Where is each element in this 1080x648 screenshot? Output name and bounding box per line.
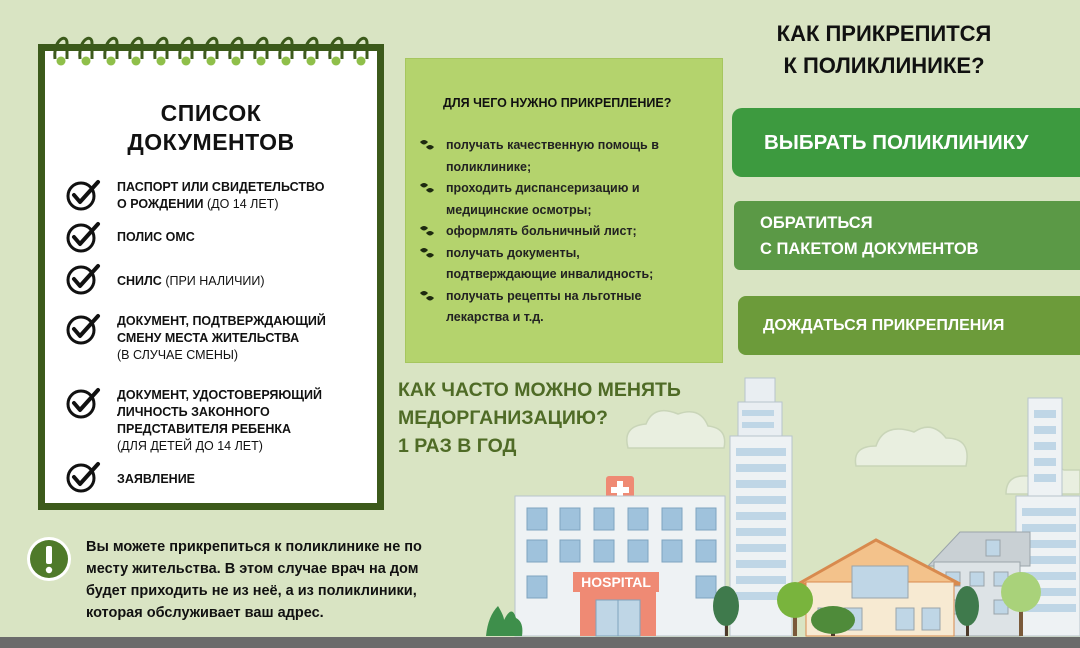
- leaf-bullet-icon: [418, 289, 436, 303]
- spiral-hole: [82, 57, 91, 66]
- ground-strip: [0, 637, 1080, 648]
- leaf-bullet-icon: [418, 181, 436, 195]
- spiral-ring: [55, 38, 67, 59]
- leaf-bullet-icon: [418, 138, 436, 152]
- spiral-hole: [107, 57, 116, 66]
- list-item-text: получать документы, подтверждающие инвалидность;: [446, 245, 654, 281]
- spiral-hole: [182, 57, 191, 66]
- checkmark-circle-icon: [65, 263, 101, 295]
- spiral-ring: [255, 38, 267, 59]
- spiral-hole: [157, 57, 166, 66]
- document-note: (ПРИ НАЛИЧИИ): [161, 274, 265, 288]
- step-submit-documents: ОБРАТИТЬСЯ С ПАКЕТОМ ДОКУМЕНТОВ: [734, 201, 1080, 270]
- spiral-ring: [105, 38, 117, 59]
- list-item-text: оформлять больничный лист;: [446, 224, 637, 238]
- checkmark-circle-icon: [65, 221, 101, 253]
- spiral-hole: [357, 57, 366, 66]
- document-item: [65, 461, 375, 493]
- spiral-ring: [130, 38, 142, 59]
- spiral-ring: [280, 38, 292, 59]
- document-item: [65, 263, 375, 295]
- list-item: [416, 135, 716, 178]
- change-frequency-text: КАК ЧАСТО МОЖНО МЕНЯТЬ МЕДОРГАНИЗАЦИЮ? 1 РАЗ В ГОД: [398, 379, 681, 457]
- document-item: [65, 387, 375, 455]
- checkmark-circle-icon: [65, 461, 101, 493]
- hospital-building: [515, 476, 725, 636]
- list-item: [416, 286, 716, 329]
- spiral-ring: [180, 38, 192, 59]
- cloud-icon: [855, 427, 967, 466]
- why-attach-list: [416, 135, 716, 329]
- why-attach-title: ДЛЯ ЧЕГО НУЖНО ПРИКРЕПЛЕНИЕ?: [443, 96, 672, 110]
- list-item: [416, 243, 716, 286]
- spiral-hole: [232, 57, 241, 66]
- step-choose-clinic: ВЫБРАТЬ ПОЛИКЛИНИКУ: [732, 108, 1080, 177]
- document-list-title: СПИСОК ДОКУМЕНТОВ: [127, 100, 295, 155]
- document-list-notebook: [38, 44, 384, 510]
- document-item: [65, 221, 375, 253]
- checkmark-circle-icon: [65, 313, 101, 345]
- spiral-ring: [305, 38, 317, 59]
- spiral-hole: [257, 57, 266, 66]
- checkmark-circle-icon: [65, 387, 101, 419]
- document-name: ДОКУМЕНТ, ПОДТВЕРЖДАЮЩИЙ СМЕНУ МЕСТА ЖИТЕЛЬСТВА: [117, 314, 326, 345]
- spiral-ring: [330, 38, 342, 59]
- spiral-ring: [230, 38, 242, 59]
- list-item-text: получать качественную помощь в поликлинике;: [446, 138, 659, 174]
- document-note: (ДЛЯ ДЕТЕЙ ДО 14 ЛЕТ): [117, 439, 263, 453]
- document-item: [65, 313, 375, 364]
- document-name: ЗАЯВЛЕНИЕ: [117, 472, 196, 486]
- document-name: ПАСПОРТ ИЛИ СВИДЕТЕЛЬСТВО О РОЖДЕНИИ: [117, 180, 325, 211]
- leaf-bullet-icon: [418, 224, 436, 238]
- checkmark-circle-icon: [65, 179, 101, 211]
- document-note: (В СЛУЧАЕ СМЕНЫ): [117, 348, 239, 362]
- list-item: [416, 221, 716, 243]
- spiral-hole: [307, 57, 316, 66]
- hospital-sign: HOSPITAL: [581, 574, 651, 590]
- why-attach-card: [405, 58, 723, 363]
- list-item: [416, 178, 716, 221]
- spiral-ring: [355, 38, 367, 59]
- spiral-ring: [80, 38, 92, 59]
- document-name: ДОКУМЕНТ, УДОСТОВЕРЯЮЩИЙ ЛИЧНОСТЬ ЗАКОННОГО ПРЕДСТАВИТЕЛЯ РЕБЕНКА: [117, 388, 322, 436]
- exclamation-icon: [26, 536, 72, 582]
- document-name: ПОЛИС ОМС: [117, 230, 195, 244]
- spiral-ring: [155, 38, 167, 59]
- spiral-hole: [207, 57, 216, 66]
- list-item-text: проходить диспансеризацию и медицинские осмотры;: [446, 181, 640, 217]
- spiral-hole: [282, 57, 291, 66]
- leaf-bullet-icon: [418, 246, 436, 260]
- spiral-binding: [49, 29, 375, 69]
- list-item-text: получать рецепты на льготные лекарства и т.д.: [446, 288, 642, 324]
- spiral-ring: [205, 38, 217, 59]
- spiral-hole: [57, 57, 66, 66]
- document-item: [65, 179, 375, 213]
- spiral-hole: [132, 57, 141, 66]
- spiral-hole: [332, 57, 341, 66]
- step-wait-attachment: ДОЖДАТЬСЯ ПРИКРЕПЛЕНИЯ: [738, 296, 1080, 355]
- notice-text: Вы можете прикрепиться к поликлинике не по месту жительства. В этом случае врач на дом будет приходить не из неё, а из поликлиники, которая обслуживает ваш адрес.: [86, 539, 422, 621]
- document-note: (ДО 14 ЛЕТ): [203, 197, 279, 211]
- how-to-attach-title: КАК ПРИКРЕПИТСЯ К ПОЛИКЛИНИКЕ?: [776, 21, 992, 78]
- document-name: СНИЛС: [117, 274, 162, 288]
